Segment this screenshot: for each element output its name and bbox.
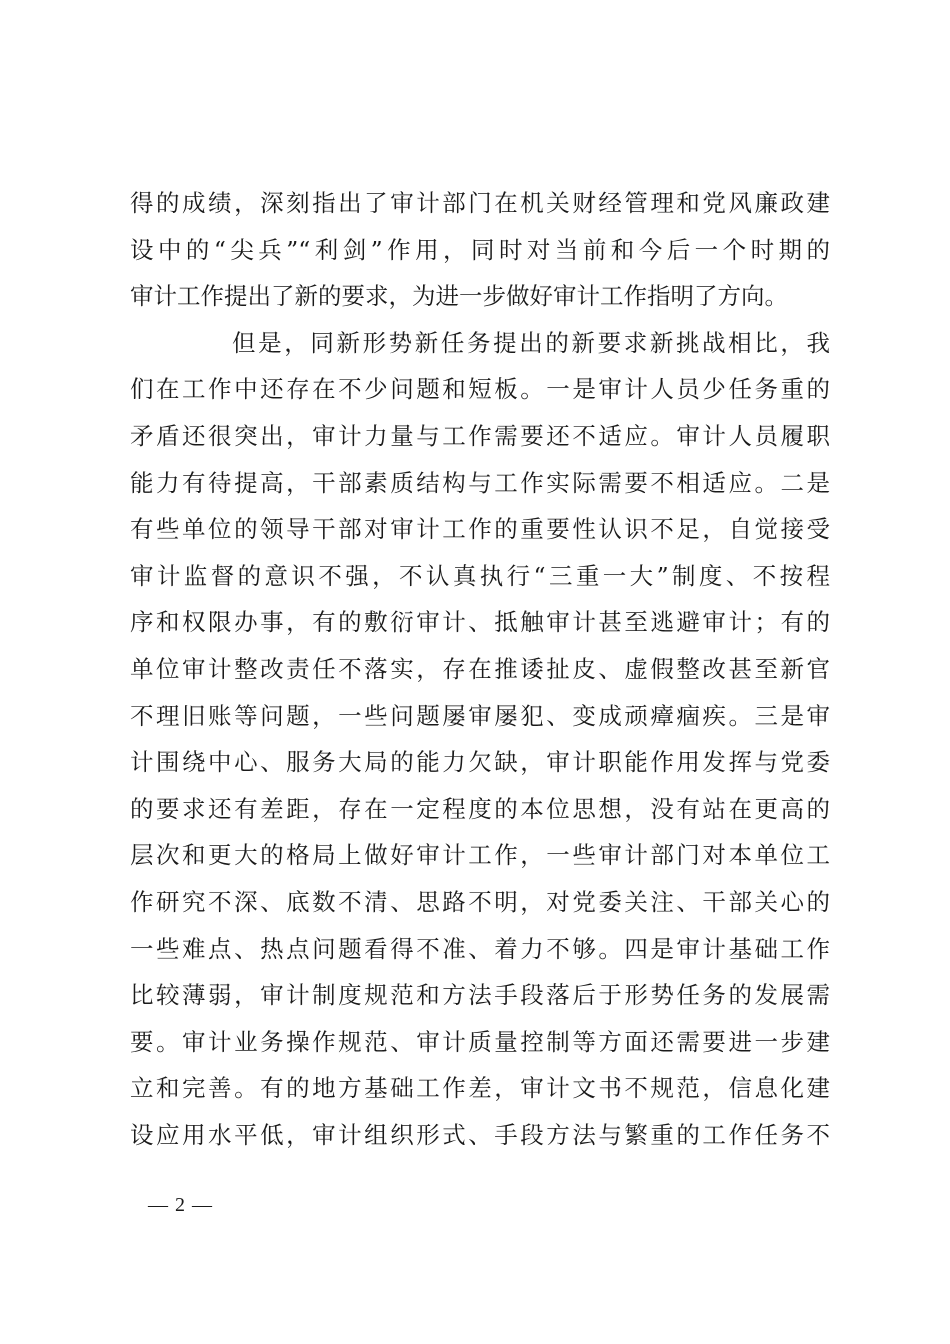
paragraph-first-line: 但是，同新形势新任务提出的新要求新挑战相比，我 <box>232 328 830 357</box>
text-line: 得的成绩，深刻指出了审计部门在机关财经管理和党风廉政建 <box>130 189 830 217</box>
text-line: 一些难点、热点问题看得不准、着力不够。四是审计基础工作 <box>130 934 830 963</box>
text-line: 审计监督的意识不强，不认真执行“三重一大”制度、不按程 <box>130 561 830 590</box>
page-number: — 2 — <box>148 1194 213 1216</box>
text-line: 们在工作中还存在不少问题和短板。一是审计人员少任务重的 <box>130 375 830 404</box>
text-line: 不理旧账等问题，一些问题屡审屡犯、变成顽瘴痼疾。三是审 <box>130 701 830 730</box>
text-line: 设中的“尖兵”“利剑”作用，同时对当前和今后一个时期的 <box>130 235 830 264</box>
text-line: 有些单位的领导干部对审计工作的重要性认识不足，自觉接受 <box>130 515 830 544</box>
text-line: 审计工作提出了新的要求，为进一步做好审计工作指明了方向。 <box>130 282 788 311</box>
text-line: 的要求还有差距，存在一定程度的本位思想，没有站在更高的 <box>130 794 830 823</box>
text-line: 序和权限办事，有的敷衍审计、抵触审计甚至逃避审计；有的 <box>130 608 830 637</box>
text-line: 作研究不深、底数不清、思路不明，对党委关注、干部关心的 <box>130 887 830 916</box>
text-line: 能力有待提高，干部素质结构与工作实际需要不相适应。二是 <box>130 468 830 497</box>
text-line: 设应用水平低，审计组织形式、手段方法与繁重的工作任务不 <box>130 1120 830 1149</box>
text-line: 层次和更大的格局上做好审计工作，一些审计部门对本单位工 <box>130 841 830 870</box>
text-line: 计围绕中心、服务大局的能力欠缺，审计职能作用发挥与党委 <box>130 748 830 777</box>
body-text <box>130 180 830 1158</box>
text-line: 立和完善。有的地方基础工作差，审计文书不规范，信息化建 <box>130 1074 830 1103</box>
text-line: 要。审计业务操作规范、审计质量控制等方面还需要进一步建 <box>130 1027 830 1056</box>
text-line: 矛盾还很突出，审计力量与工作需要还不适应。审计人员履职 <box>130 421 830 450</box>
text-line: 单位审计整改责任不落实，存在推诿扯皮、虚假整改甚至新官 <box>130 654 830 683</box>
text-line: 比较薄弱，审计制度规范和方法手段落后于形势任务的发展需 <box>130 981 830 1010</box>
